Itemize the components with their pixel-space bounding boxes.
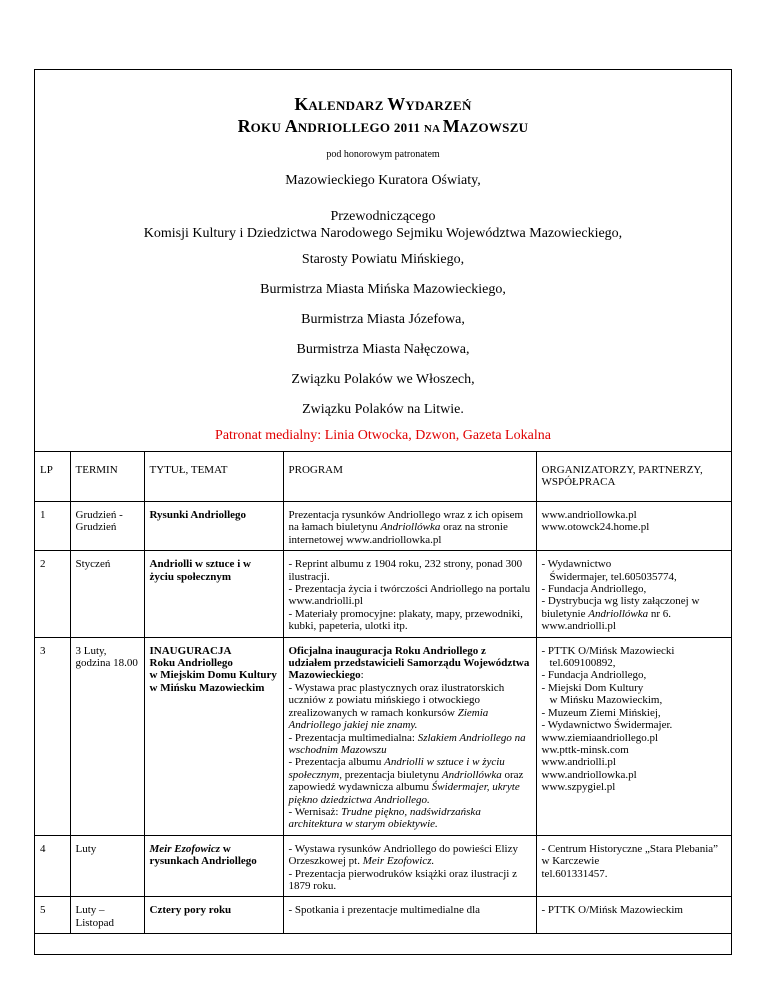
- cell-termin: Grudzień - Grudzień: [70, 502, 144, 551]
- patron-line: Związku Polaków na Litwie.: [302, 402, 464, 417]
- column-header-organizatorzy: ORGANIZATORZY, PARTNERZY, WSPÓŁPRACA: [536, 452, 731, 502]
- cell-program: [283, 502, 536, 551]
- patron-line: Mazowieckiego Kuratora Oświaty,: [285, 173, 481, 188]
- program-item: [289, 732, 531, 757]
- title-text: w rysunkach Andriollego: [149, 842, 257, 868]
- org-item: tel.601331457.: [541, 867, 608, 880]
- column-header-lp: LP: [35, 452, 70, 502]
- org-item: w Mińsku Mazowieckim,: [549, 694, 663, 707]
- title-initial: W: [387, 94, 406, 114]
- org-link[interactable]: www.andriollowka.pl: [541, 768, 637, 781]
- program-text-italic: Andriollówka: [380, 521, 441, 534]
- program-text: - Prezentacja albumu: [288, 756, 385, 769]
- table-row: [35, 551, 731, 637]
- cell-termin: Styczeń: [70, 551, 144, 637]
- org-item: [542, 595, 727, 620]
- patron-line: Burmistrza Miasta Mińska Mazowieckiego,: [260, 282, 506, 297]
- table-row: [35, 502, 731, 551]
- program-text: :: [360, 669, 364, 682]
- title-text: NA: [423, 123, 443, 135]
- title-initial: R: [237, 116, 251, 136]
- cell-lp: 3: [35, 637, 70, 835]
- org-text: nr 6.: [648, 607, 672, 620]
- cell-tytul: Andriolli w sztuce i w życiu społecznym: [144, 551, 283, 637]
- patronage-intro: pod honorowym patronatem: [326, 149, 440, 160]
- program-item: - Materiały promocyjne: plakaty, mapy, przewodniki, kubki, papeteria, ulotki itp.: [288, 607, 523, 633]
- org-item: - Wydawnictwo: [541, 558, 612, 571]
- cell-lp: 1: [35, 502, 70, 551]
- program-text-italic: Andriollówka: [441, 768, 502, 781]
- org-link[interactable]: www.ziemiaandriollego.pl: [541, 731, 659, 744]
- org-link[interactable]: www.otowck24.home.pl: [541, 521, 650, 534]
- calendar-document: [34, 69, 732, 955]
- media-patronage: Patronat medialny: Linia Otwocka, Dzwon, Gazeta Lokalna: [215, 428, 551, 443]
- program-item: - Prezentacja pierwodruków książki oraz ilustracji z 1879 roku.: [288, 867, 517, 892]
- program-text: - Wystawa rysunków Andriollego do powieści Elizy Orzeszkowej pt.: [288, 842, 518, 868]
- org-text: - Dystrybucja wg listy załączonej w biuletynie: [541, 595, 700, 620]
- title-text: ALENDARZ: [308, 98, 388, 113]
- program-text: - Prezentacja multimedialna:: [288, 731, 418, 744]
- cell-termin: Luty: [70, 835, 144, 897]
- program-text: oraz zapowiedź wydawnicza albumu: [288, 768, 524, 794]
- cell-organizatorzy: [536, 637, 731, 835]
- document-title-line1: [35, 94, 731, 116]
- title-text: NDRIOLLEGO 2011: [297, 120, 424, 135]
- table-row: [35, 835, 731, 897]
- program-item: [289, 806, 531, 831]
- cell-lp: 4: [35, 835, 70, 897]
- org-item: Świdermajer, tel.605035774,: [549, 570, 677, 583]
- org-item: - Miejski Dom Kultury: [541, 681, 644, 694]
- program-heading-text: Oficjalna inauguracja Roku Andriollego z udziałem przedstawicieli Samorządu Województwa Mazowieckiego: [288, 644, 530, 682]
- title-text: AZOWSZU: [459, 120, 529, 135]
- org-item: - Muzeum Ziemi Mińskiej,: [541, 706, 661, 719]
- cell-lp: 2: [35, 551, 70, 637]
- cell-termin: 3 Luty, godzina 18.00: [70, 637, 144, 835]
- org-item: - Fundacja Andriollego,: [541, 583, 647, 596]
- program-text: - Wystawa prac plastycznych oraz ilustratorskich uczniów z powiatu mińskiego i otwockiego zrealizowanych w ramach konkursów: [288, 681, 505, 719]
- cell-tytul: [144, 637, 283, 835]
- column-header-tytul: TYTUŁ, TEMAT: [144, 452, 283, 502]
- program-text: Prezentacja rysunków Andriollego wraz z ich opisem na łamach biuletynu: [288, 509, 524, 534]
- patron-line: Burmistrza Miasta Nałęczowa,: [296, 342, 470, 357]
- title-line: w Mińsku Mazowieckim: [149, 681, 265, 694]
- program-text-italic: Ziemia Andriollego jakiej nie znamy.: [288, 706, 489, 732]
- cell-organizatorzy: - PTTK O/Mińsk Mazowieckim: [536, 897, 731, 934]
- program-text-italic: Meir Ezofowicz.: [362, 855, 435, 868]
- title-text-italic: Meir Ezofowicz: [149, 842, 221, 855]
- title-text: YDARZEŃ: [405, 98, 472, 113]
- org-link[interactable]: ww.pttk-minsk.com: [541, 743, 629, 756]
- title-initial: A: [284, 116, 298, 136]
- org-item: - Wydawnictwo Świdermajer.: [541, 719, 673, 732]
- cell-program: - Spotkania i prezentacje multimedialne dla: [283, 897, 536, 934]
- cell-organizatorzy: [536, 502, 731, 551]
- program-item: [289, 843, 531, 868]
- events-table: [35, 452, 731, 934]
- program-heading: [289, 645, 531, 682]
- program-text-italic: Andriolli w sztuce i w życiu społecznym,: [288, 756, 505, 781]
- patron-line: Komisji Kultury i Dziedzictwa Narodowego Sejmiku Województwa Mazowieckiego,: [143, 226, 623, 241]
- org-link[interactable]: www.andriolli.pl: [541, 620, 616, 633]
- title-line: INAUGURACJA: [149, 644, 232, 657]
- program-text: - Wernisaż:: [288, 805, 342, 818]
- cell-termin: Luty – Listopad: [70, 897, 144, 934]
- patron-line: Burmistrza Miasta Józefowa,: [301, 312, 465, 327]
- org-link[interactable]: www.szpygiel.pl: [541, 781, 616, 794]
- table-row: [35, 897, 731, 934]
- org-link[interactable]: www.andriollowka.pl: [541, 509, 637, 521]
- program-text-italic: Świdermajer, ukryte piękno dziedzictwa Andriollego.: [288, 781, 520, 806]
- patron-line: Starosty Powiatu Mińskiego,: [301, 252, 465, 267]
- org-item: - Fundacja Andriollego,: [541, 669, 647, 682]
- column-header-termin: TERMIN: [70, 452, 144, 502]
- org-text-italic: Andriollówka: [588, 607, 649, 620]
- program-text-italic: Szlakiem Andriollego na wschodnim Mazowszu: [288, 731, 526, 756]
- title-line: w Miejskim Domu Kultury: [149, 669, 277, 682]
- title-initial: M: [442, 116, 460, 136]
- program-text: oraz na stronie internetowej www.andriollowka.pl: [288, 521, 508, 546]
- program-item: [289, 756, 531, 806]
- cell-program: [283, 637, 536, 835]
- program-item: - Reprint albumu z 1904 roku, 232 strony, ponad 300 ilustracji.: [288, 558, 523, 583]
- title-line: Roku Andriollego: [149, 657, 233, 670]
- document-title-line2: [35, 116, 731, 139]
- column-header-program: PROGRAM: [283, 452, 536, 502]
- cell-lp: 5: [35, 897, 70, 934]
- program-text: prezentacja biuletynu: [341, 768, 442, 781]
- patron-line: Związku Polaków we Włoszech,: [291, 372, 475, 387]
- cell-program: [283, 835, 536, 897]
- table-row: [35, 637, 731, 835]
- cell-program: [283, 551, 536, 637]
- cell-tytul: [144, 835, 283, 897]
- org-item: - PTTK O/Mińsk Mazowiecki: [541, 644, 675, 657]
- cell-tytul: Rysunki Andriollego: [144, 502, 283, 551]
- program-item: - Prezentacja życia i twórczości Andriollego na portalu www.andriolli.pl: [288, 583, 531, 608]
- patron-line: Przewodniczącego: [330, 209, 436, 224]
- cell-organizatorzy: [536, 835, 731, 897]
- cell-organizatorzy: [536, 551, 731, 637]
- org-link[interactable]: www.andriolli.pl: [541, 756, 616, 769]
- org-item: - Centrum Historyczne „Stara Plebania” w Karczewie: [541, 842, 719, 868]
- table-header-row: [35, 452, 731, 502]
- org-item: tel.609100892,: [549, 657, 616, 670]
- program-item: [289, 682, 531, 732]
- title-initial: K: [294, 94, 309, 114]
- title-text: OKU: [250, 120, 285, 135]
- program-text-italic: Trudne piękno, nadświdrzańska architektura w starym obiektywie.: [288, 805, 481, 831]
- cell-tytul: Cztery pory roku: [144, 897, 283, 934]
- document-header: [35, 70, 731, 452]
